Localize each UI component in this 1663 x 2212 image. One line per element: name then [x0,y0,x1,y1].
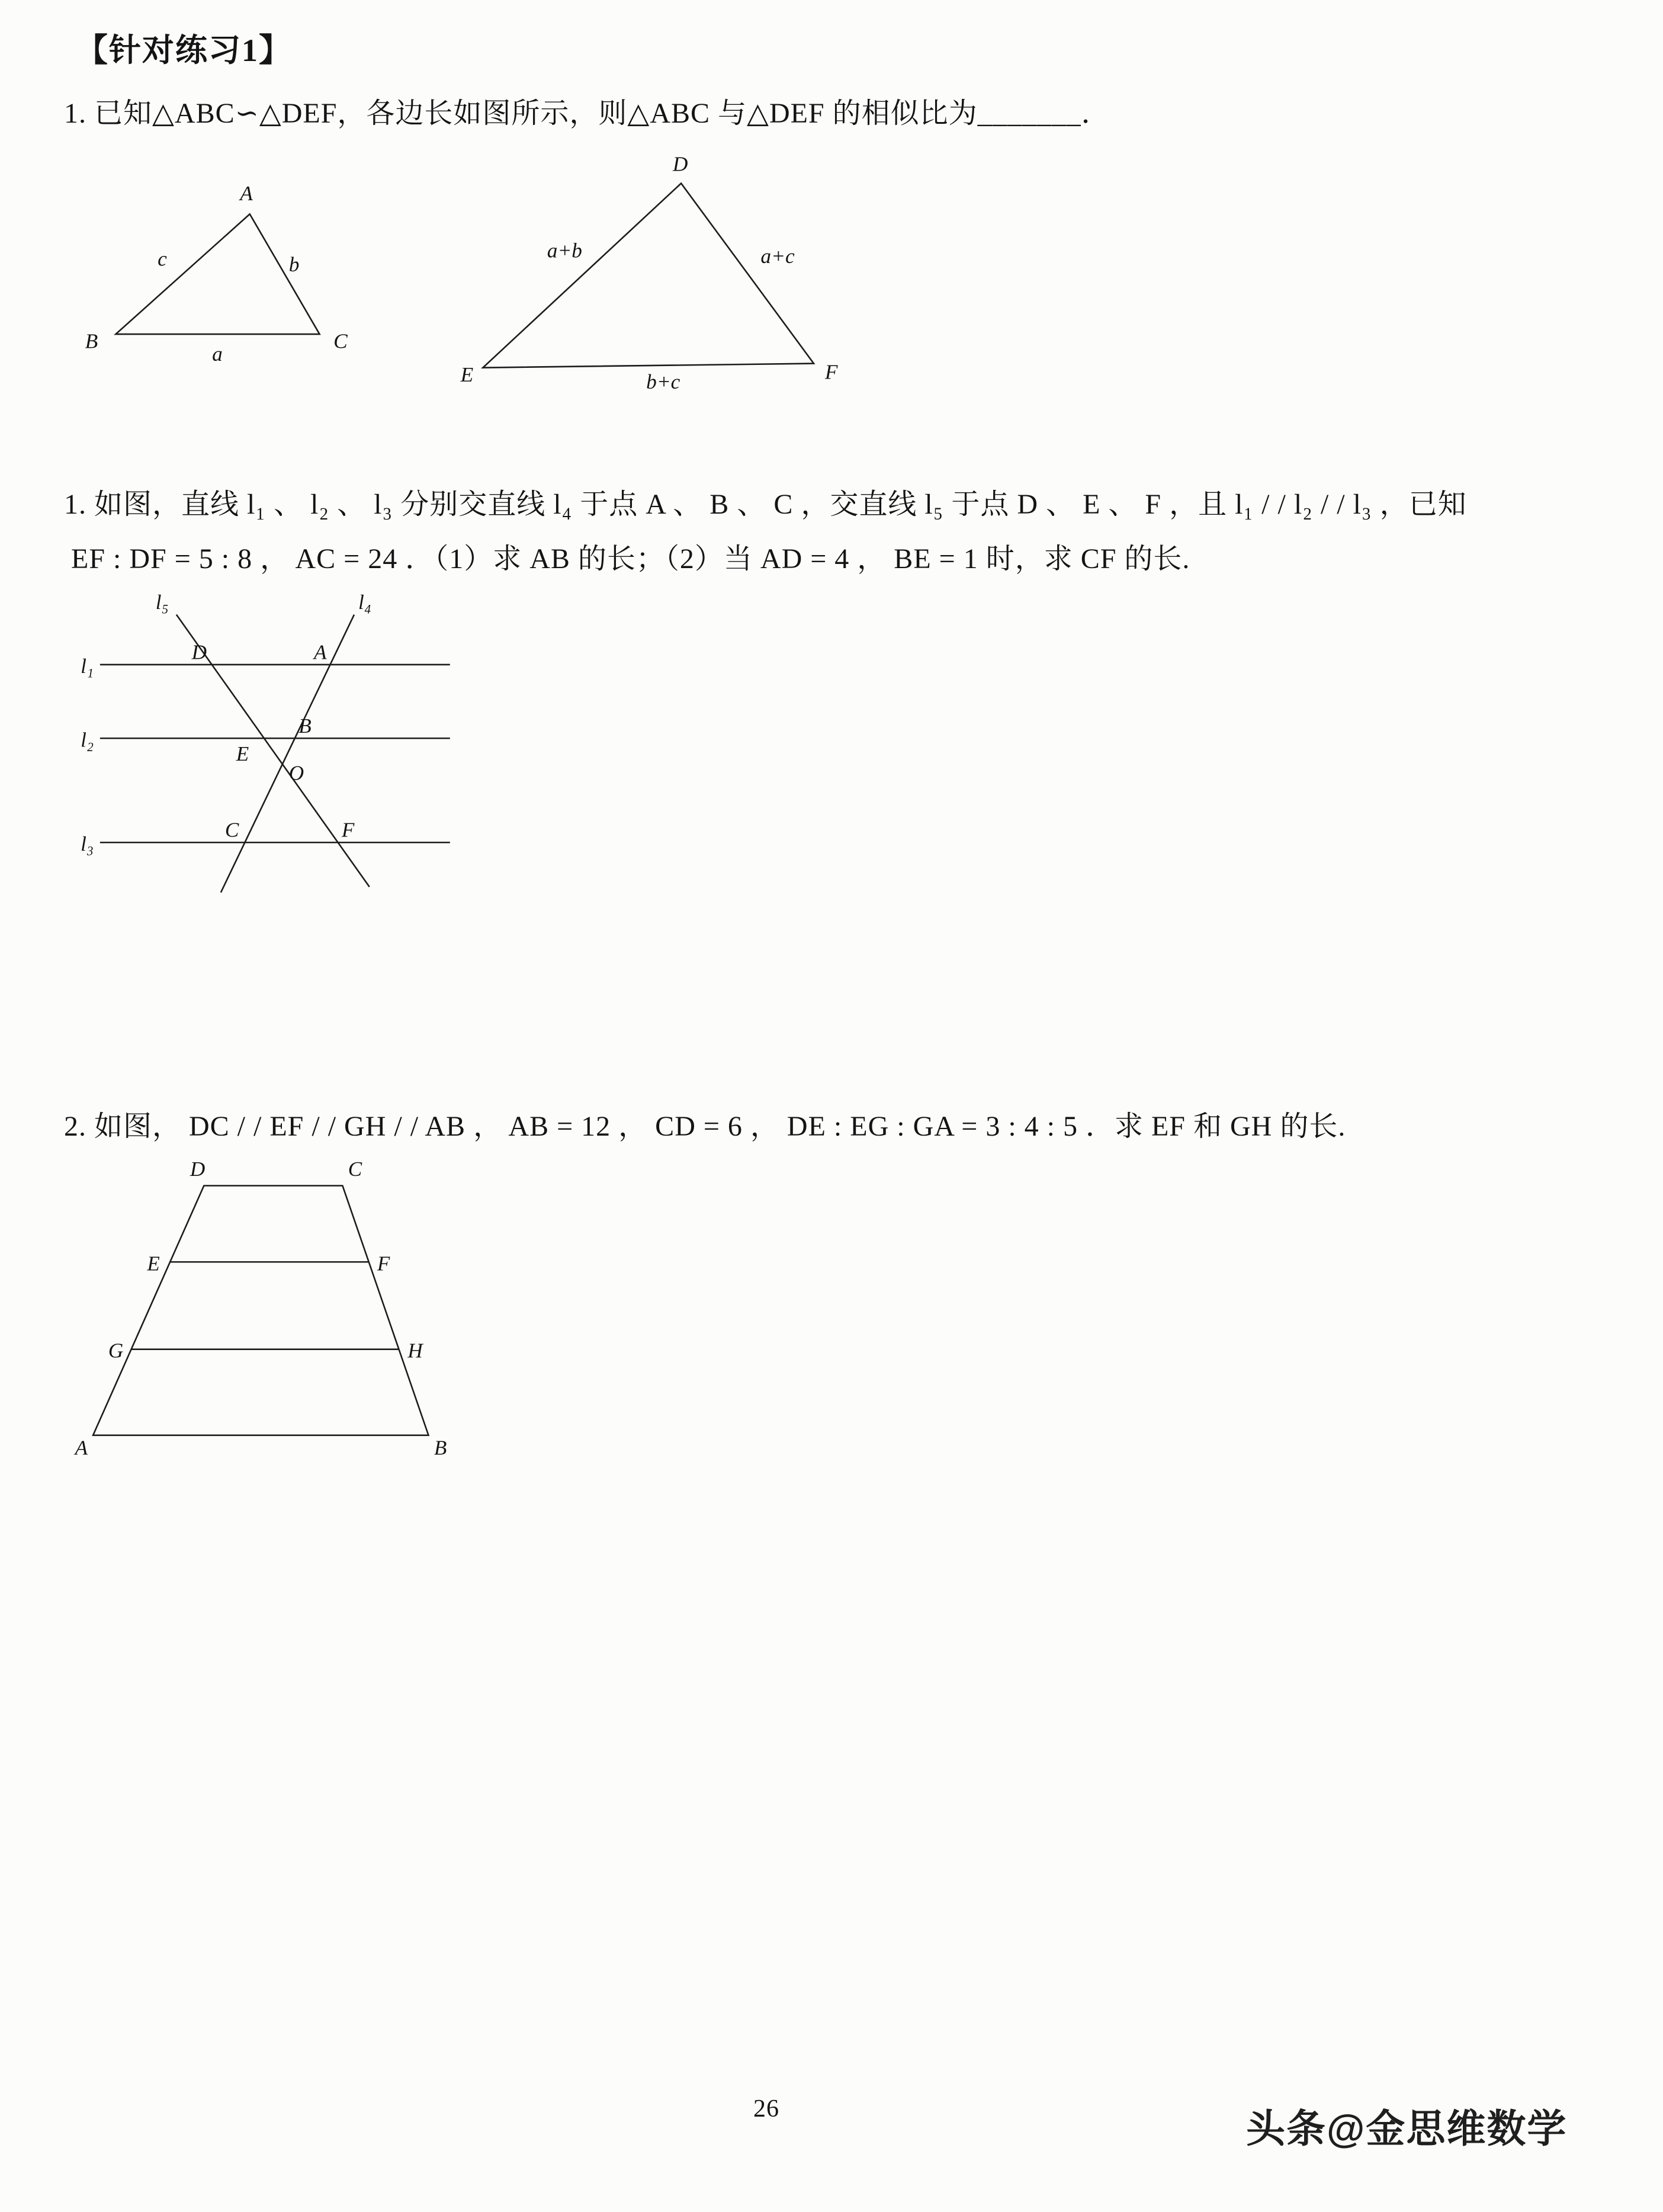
vertex-label-D: D [190,1158,206,1181]
vertex-label-E: E [460,363,474,387]
figure-similar-triangles [71,155,853,407]
point-label-E: E [147,1252,160,1275]
vertex-label-A: A [240,181,253,205]
side-label-a: a [212,341,223,366]
vertex-label-D: D [672,155,688,176]
point-label-H: H [407,1339,423,1363]
vertex-label-F: F [824,360,838,384]
vertex-label-B: B [85,329,98,353]
point-label-B: B [298,714,312,738]
side-label-a-plus-b: a+b [547,238,582,262]
point-label-O: O [288,761,304,785]
vertex-label-C: C [333,329,348,353]
watermark: 头条@金思维数学 [1246,2107,1568,2150]
section-header: 【针对练习1】 [76,33,292,68]
point-label-F: F [377,1252,390,1275]
side-label-a-plus-c: a+c [760,243,795,268]
problem3-text: 2. 如图， DC / / EF / / GH / / AB ， AB = 12 ， CD = 6 ， DE : EG : GA = 3 : 4 : 5 ．求 EF 和 GH 的长. [64,1111,1346,1142]
triangle-def [483,184,814,368]
page-number: 26 [753,2095,779,2123]
point-label-D: D [191,640,207,664]
figure-parallel-lines [72,592,475,906]
point-label-E: E [236,742,249,765]
vertex-label-C: C [348,1158,362,1181]
problem2-text-line2: EF : DF = 5 : 8 ， AC = 24 ．（1）求 AB 的长；（2）当 AD = 4 ， BE = 1 时，求 CF 的长. [71,543,1190,575]
trapezoid-outline [93,1186,428,1435]
vertex-label-A: A [75,1436,88,1460]
point-label-F: F [341,818,355,842]
point-label-A: A [314,640,327,664]
label-l4: l₄ [358,592,372,614]
label-l1: l₁ [81,655,94,678]
side-label-b-plus-c: b+c [646,370,680,393]
vertex-label-B: B [434,1436,447,1460]
problem2-text-line1: 1. 如图，直线 l₁ 、 l₂ 、 l₃ 分别交直线 l₄ 于点 A 、 B 、 C ，交直线 l₅ 于点 D 、 E 、 F ，且 l₁ / / l₂ / / l₃ ，已知 [64,489,1467,520]
label-l3: l₃ [81,832,94,856]
label-l2: l₂ [81,728,94,752]
side-label-b: b [288,252,300,276]
side-label-c: c [158,246,167,271]
point-label-G: G [108,1339,124,1363]
problem1-text: 1. 已知△ABC∽△DEF，各边长如图所示，则△ABC 与△DEF 的相似比为_______． [64,98,1110,129]
figure-trapezoid [72,1155,463,1469]
label-l5: l₅ [155,592,169,614]
point-label-C: C [224,818,239,842]
